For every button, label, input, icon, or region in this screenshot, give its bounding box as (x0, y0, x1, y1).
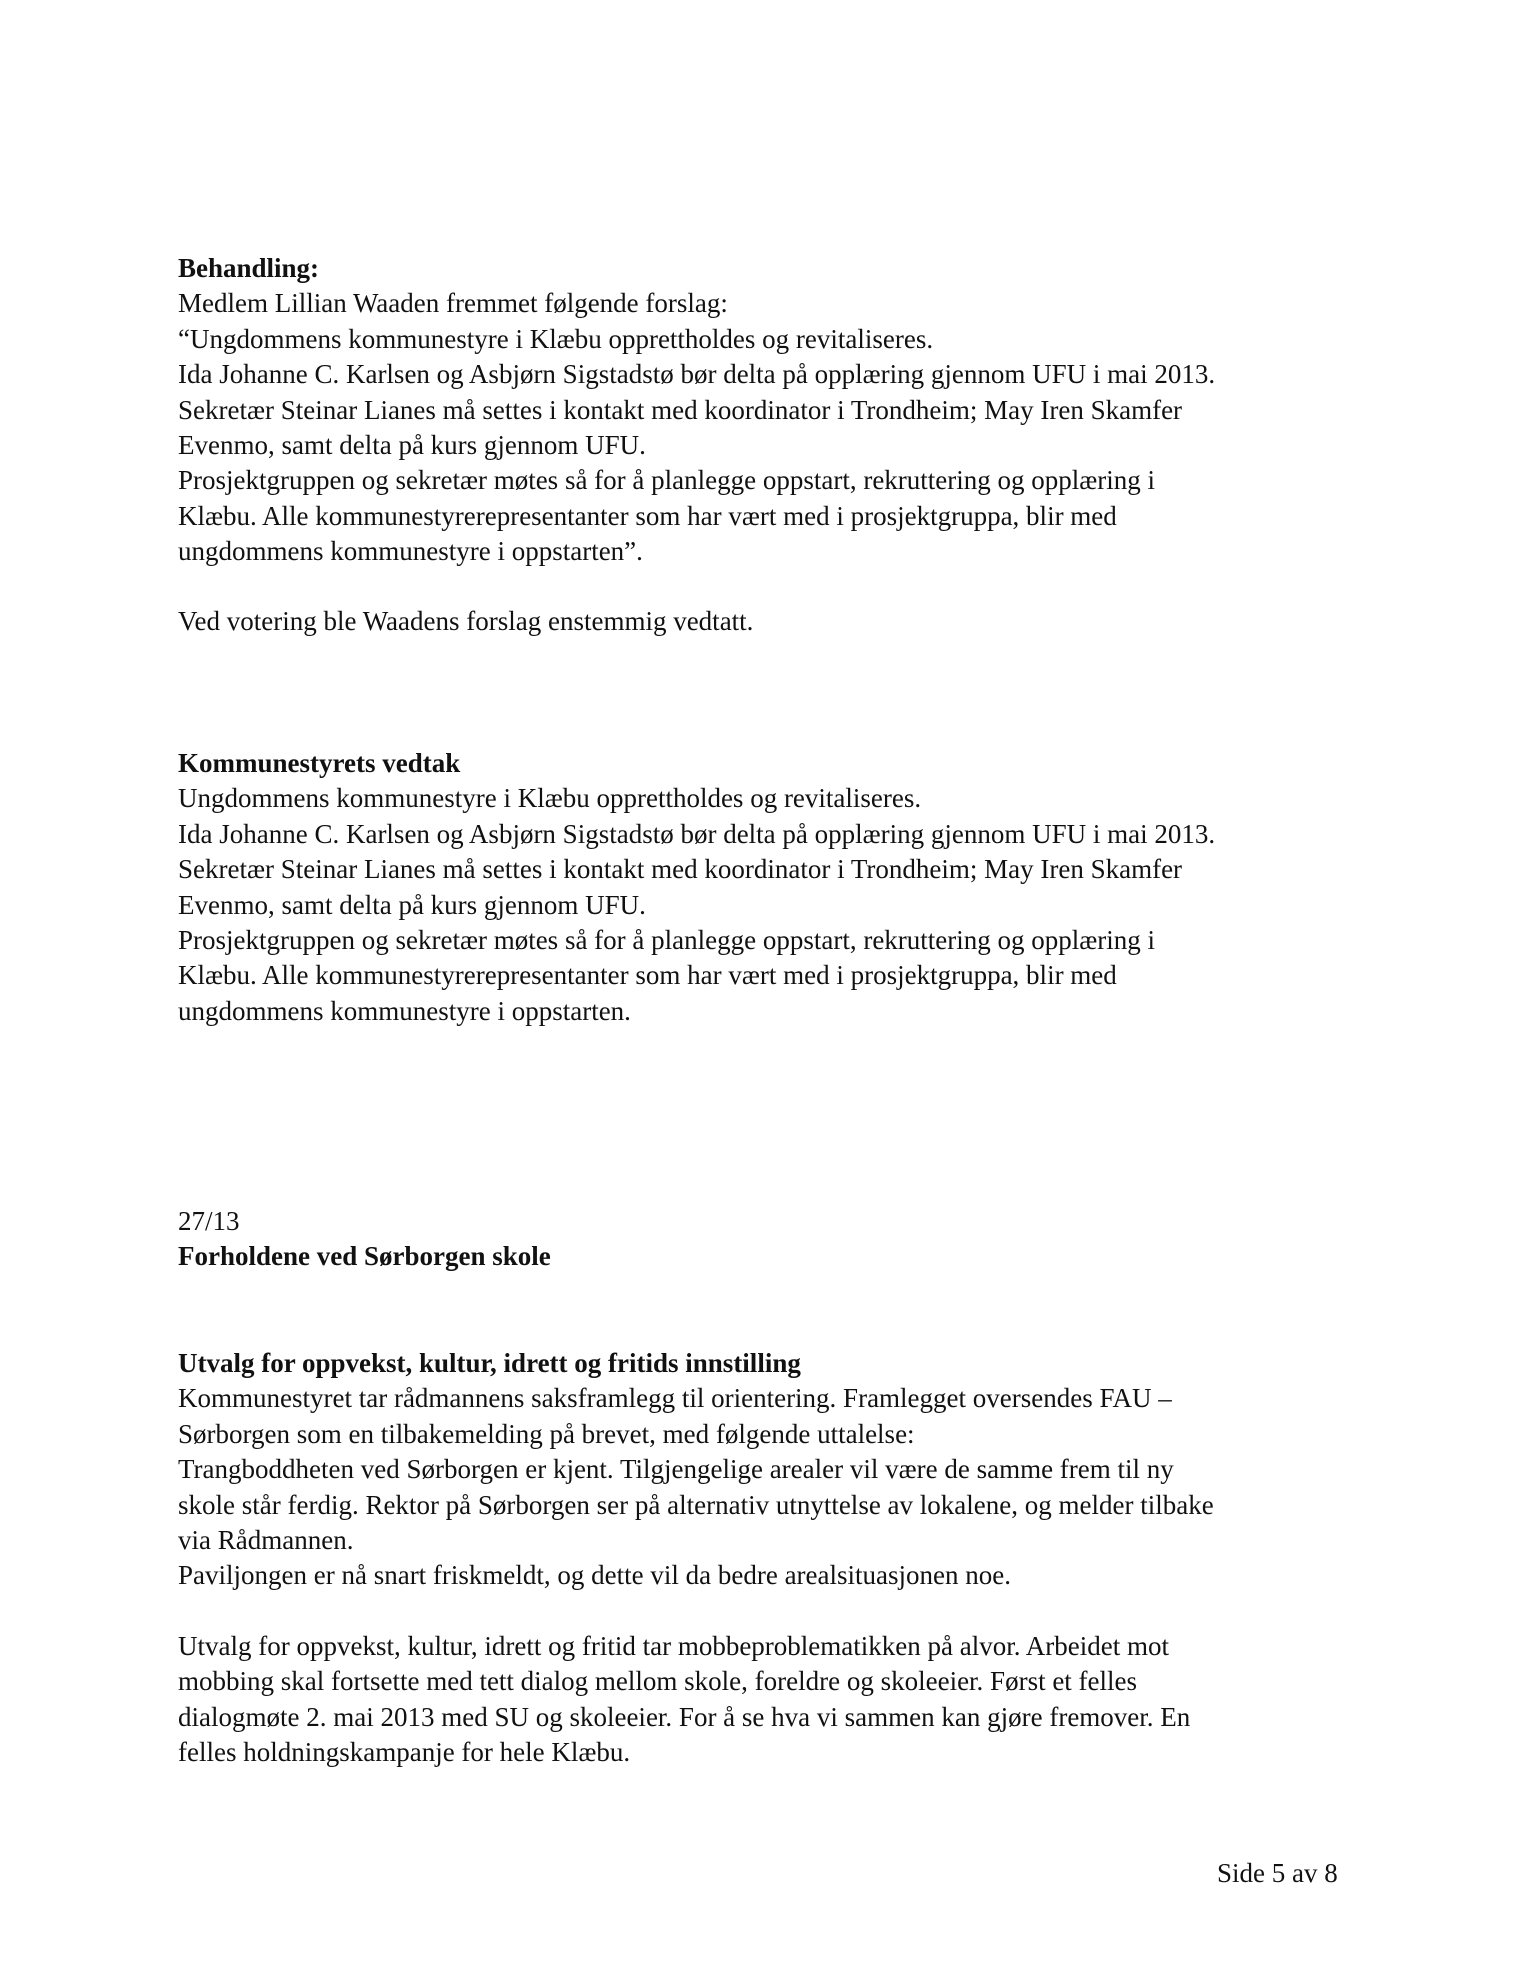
vedtak-heading: Kommunestyrets vedtak (178, 748, 461, 778)
paragraph-line: Sørborgen som en tilbakemelding på brevet, med følgende uttalelse: (178, 1418, 915, 1449)
paragraph-line: Klæbu. Alle kommunestyrerepresentanter som har vært med i prosjektgruppa, blir med (178, 500, 1117, 531)
paragraph-line: Sekretær Steinar Lianes må settes i kontakt med koordinator i Trondheim; May Iren Skamfer (178, 394, 1183, 425)
paragraph-line: Prosjektgruppen og sekretær møtes så for å planlegge oppstart, rekruttering og opplæring i (178, 925, 1156, 956)
case-number: 27/13 (178, 1206, 240, 1236)
paragraph-line: Paviljongen er nå snart friskmeldt, og dette vil da bedre arealsituasjonen noe. (178, 1560, 1011, 1591)
page-number: Side 5 av 8 (1217, 1858, 1338, 1888)
paragraph-line: skole står ferdig. Rektor på Sørborgen ser på alternativ utnyttelse av lokalene, og melder tilbake (178, 1489, 1214, 1520)
case-title: Forholdene ved Sørborgen skole (178, 1241, 551, 1272)
behandling-heading: Behandling: (178, 253, 320, 283)
paragraph-line: Ida Johanne C. Karlsen og Asbjørn Sigstadstø bør delta på opplæring gjennom UFU i mai 2013. (178, 359, 1216, 390)
paragraph-line: Medlem Lillian Waaden fremmet følgende forslag: (178, 288, 728, 319)
paragraph-line: Prosjektgruppen og sekretær møtes så for å planlegge oppstart, rekruttering og opplæring i (178, 465, 1156, 496)
vedtak-section (178, 746, 1378, 1029)
paragraph-line: ungdommens kommunestyre i oppstarten”. (178, 536, 643, 567)
paragraph-line: Klæbu. Alle kommunestyrerepresentanter som har vært med i prosjektgruppa, blir med (178, 960, 1117, 991)
paragraph-line: Evenmo, samt delta på kurs gjennom UFU. (178, 889, 646, 920)
mobbing-paragraph (178, 1629, 1378, 1771)
innstilling-section (178, 1346, 1378, 1594)
paragraph-line: “Ungdommens kommunestyre i Klæbu opprettholdes og revitaliseres. (178, 323, 934, 354)
paragraph-line: Ungdommens kommunestyre i Klæbu opprettholdes og revitaliseres. (178, 783, 922, 814)
paragraph-line: Utvalg for oppvekst, kultur, idrett og fritid tar mobbeproblematikken på alvor. Arbeidet mot (178, 1631, 1169, 1661)
case-header (178, 1204, 1378, 1275)
paragraph-line: ungdommens kommunestyre i oppstarten. (178, 995, 631, 1026)
paragraph-line: Evenmo, samt delta på kurs gjennom UFU. (178, 430, 646, 461)
paragraph-line: Ida Johanne C. Karlsen og Asbjørn Sigstadstø bør delta på opplæring gjennom UFU i mai 2013. (178, 818, 1216, 849)
paragraph-line: Trangboddheten ved Sørborgen er kjent. Tilgjengelige arealer vil være de samme frem til ny (178, 1454, 1174, 1485)
paragraph-line: dialogmøte 2. mai 2013 med SU og skoleeier. For å se hva vi sammen kan gjøre fremover. En (178, 1701, 1191, 1732)
vote-line: Ved votering ble Waadens forslag enstemmig vedtatt. (178, 606, 754, 636)
paragraph-line: felles holdningskampanje for hele Klæbu. (178, 1737, 631, 1768)
paragraph-line: Kommunestyret tar rådmannens saksframlegg til orientering. Framlegget oversendes FAU – (178, 1383, 1172, 1414)
vote-result (178, 604, 1378, 639)
paragraph-line: via Rådmannen. (178, 1525, 354, 1556)
behandling-section (178, 251, 1378, 570)
innstilling-heading: Utvalg for oppvekst, kultur, idrett og fritids innstilling (178, 1348, 801, 1378)
paragraph-line: Sekretær Steinar Lianes må settes i kontakt med koordinator i Trondheim; May Iren Skamfer (178, 854, 1183, 885)
paragraph-line: mobbing skal fortsette med tett dialog mellom skole, foreldre og skoleeier. Først et felles (178, 1666, 1138, 1697)
